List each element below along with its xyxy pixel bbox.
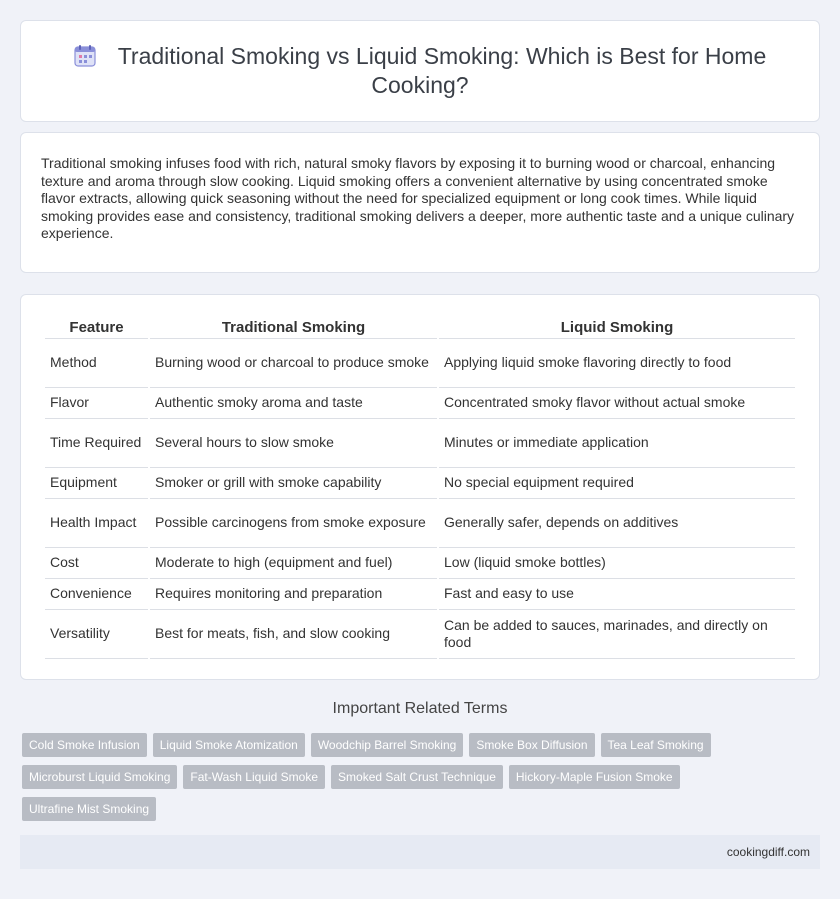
table-row	[45, 579, 795, 610]
related-term-tag[interactable]: Cold Smoke Infusion	[22, 733, 147, 757]
related-terms-title: Important Related Terms	[332, 700, 508, 717]
table-row	[45, 468, 795, 499]
traditional-cell: Several hours to slow smoke	[150, 419, 437, 468]
feature-cell: Time Required	[45, 419, 148, 468]
table-row	[45, 610, 795, 659]
feature-cell: Cost	[45, 548, 148, 579]
feature-cell: Health Impact	[45, 499, 148, 548]
comparison-table-card	[20, 294, 820, 680]
liquid-cell: Applying liquid smoke flavoring directly to food	[439, 339, 795, 388]
traditional-cell: Possible carcinogens from smoke exposure	[150, 499, 437, 548]
traditional-cell: Burning wood or charcoal to produce smoke	[150, 339, 437, 388]
related-term-tag[interactable]: Ultrafine Mist Smoking	[22, 797, 156, 821]
intro-paragraph: Traditional smoking infuses food with rich, natural smoky flavors by exposing it to burning wood or charcoal, enhancing texture and aroma through slow cooking. Liquid smoking offers a convenient alternative by using concentrated smoke flavor extracts, allowing quick seasoning without the need for specialized equipment or long cook times. While liquid smoking provides ease and consistency, traditional smoking delivers a deeper, more authentic taste and a unique culinary experience.	[41, 155, 795, 241]
related-term-tag[interactable]: Hickory-Maple Fusion Smoke	[509, 765, 680, 789]
table-row	[45, 419, 795, 468]
title-card	[20, 20, 820, 122]
liquid-cell: Can be added to sauces, marinades, and directly on food	[439, 610, 795, 659]
footer	[20, 835, 820, 869]
related-term-tag[interactable]: Smoke Box Diffusion	[469, 733, 594, 757]
feature-cell: Convenience	[45, 579, 148, 610]
page-title-text: Traditional Smoking vs Liquid Smoking: Which is Best for Home Cooking?	[117, 43, 767, 98]
related-term-tag[interactable]: Smoked Salt Crust Technique	[331, 765, 503, 789]
feature-cell: Flavor	[45, 388, 148, 419]
header-feature: Feature	[45, 315, 148, 339]
liquid-cell: Concentrated smoky flavor without actual smoke	[439, 388, 795, 419]
calendar-grid-icon	[74, 45, 96, 67]
table-row	[45, 548, 795, 579]
table-row	[45, 388, 795, 419]
related-term-tag[interactable]: Fat-Wash Liquid Smoke	[183, 765, 325, 789]
page-title	[51, 42, 789, 100]
traditional-cell: Requires monitoring and preparation	[150, 579, 437, 610]
header-traditional: Traditional Smoking	[150, 315, 437, 339]
feature-cell: Method	[45, 339, 148, 388]
liquid-cell: Low (liquid smoke bottles)	[439, 548, 795, 579]
liquid-cell: Generally safer, depends on additives	[439, 499, 795, 548]
feature-cell: Equipment	[45, 468, 148, 499]
traditional-cell: Smoker or grill with smoke capability	[150, 468, 437, 499]
footer-site-link[interactable]: cookingdiff.com	[726, 845, 810, 859]
related-term-tag[interactable]: Woodchip Barrel Smoking	[311, 733, 464, 757]
related-term-tag[interactable]: Tea Leaf Smoking	[601, 733, 711, 757]
intro-card	[20, 132, 820, 273]
table-row	[45, 499, 795, 548]
related-terms-list	[22, 733, 820, 829]
traditional-cell: Moderate to high (equipment and fuel)	[150, 548, 437, 579]
related-term-tag[interactable]: Liquid Smoke Atomization	[153, 733, 305, 757]
feature-cell: Versatility	[45, 610, 148, 659]
liquid-cell: Minutes or immediate application	[439, 419, 795, 468]
table-header-row	[45, 315, 795, 339]
traditional-cell: Authentic smoky aroma and taste	[150, 388, 437, 419]
liquid-cell: No special equipment required	[439, 468, 795, 499]
related-term-tag[interactable]: Microburst Liquid Smoking	[22, 765, 177, 789]
table-row	[45, 339, 795, 388]
header-liquid: Liquid Smoking	[439, 315, 795, 339]
liquid-cell: Fast and easy to use	[439, 579, 795, 610]
traditional-cell: Best for meats, fish, and slow cooking	[150, 610, 437, 659]
comparison-table	[43, 315, 797, 659]
